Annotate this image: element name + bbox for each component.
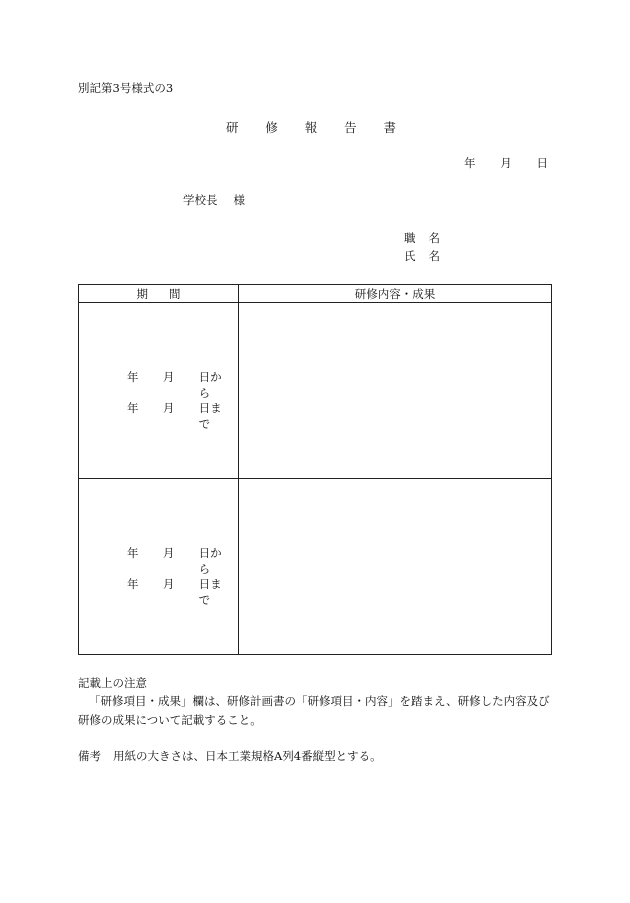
title-char: 告 [344, 120, 357, 135]
addressee-label: 学校長 [183, 193, 218, 207]
period-from [127, 369, 233, 401]
remarks-label: 備考 [78, 749, 101, 763]
period-header-char: 間 [169, 286, 181, 301]
period-to [127, 576, 233, 608]
to-year-label: 年 [127, 401, 139, 415]
title-char: 書 [383, 120, 396, 135]
report-table [78, 284, 552, 655]
notes-title: 記載上の注意 [78, 676, 147, 690]
content-header: 研修内容・成果 [239, 285, 552, 303]
name-label-char: 名 [428, 249, 440, 263]
remarks-text: 用紙の大きさは、日本工業規格A列4番縦型とする。 [113, 749, 382, 763]
from-day-label: 日から [198, 370, 222, 400]
from-day-label: 日から [198, 546, 222, 576]
title-char: 報 [304, 120, 318, 135]
title-char: 研 [226, 120, 239, 135]
content-cell[interactable] [239, 479, 552, 655]
content-cell[interactable] [239, 303, 552, 479]
name-label-char: 氏 [404, 249, 416, 263]
to-day-label: 日まで [198, 401, 222, 431]
from-month-label: 月 [162, 370, 175, 384]
from-year-label: 年 [127, 546, 139, 560]
date-day-label: 日 [536, 156, 548, 170]
title-char: 修 [265, 120, 278, 135]
table-header-row [79, 285, 552, 303]
notes-body: 「研修項目・成果」欄は、研修計画書の「研修項目・内容」を踏まえ、研修した内容及び研修の成果について記載すること。 [78, 694, 550, 727]
to-month-label: 月 [162, 577, 175, 591]
position-label-char: 職 [404, 231, 416, 245]
period-header [79, 285, 239, 303]
period-header-char: 期 [136, 286, 148, 301]
date-month-label: 月 [500, 156, 512, 170]
position-label-char: 名 [428, 231, 440, 245]
to-year-label: 年 [127, 577, 139, 591]
period-cell[interactable] [79, 479, 239, 655]
form-number: 別記第3号様式の3 [78, 81, 174, 95]
addressee [183, 192, 245, 208]
from-year-label: 年 [127, 370, 139, 384]
signer-position [404, 230, 440, 246]
to-month-label: 月 [162, 401, 175, 415]
period-from [127, 545, 233, 577]
remarks [78, 748, 382, 764]
period-cell[interactable] [79, 303, 239, 479]
signer-name [404, 248, 440, 264]
addressee-honorific: 様 [233, 193, 245, 207]
table-row [79, 303, 552, 479]
to-day-label: 日まで [198, 577, 222, 607]
from-month-label: 月 [162, 546, 175, 560]
document-title [226, 118, 396, 136]
period-to [127, 400, 233, 432]
date-year-label: 年 [464, 156, 476, 170]
report-date [464, 155, 548, 171]
table-row [79, 479, 552, 655]
